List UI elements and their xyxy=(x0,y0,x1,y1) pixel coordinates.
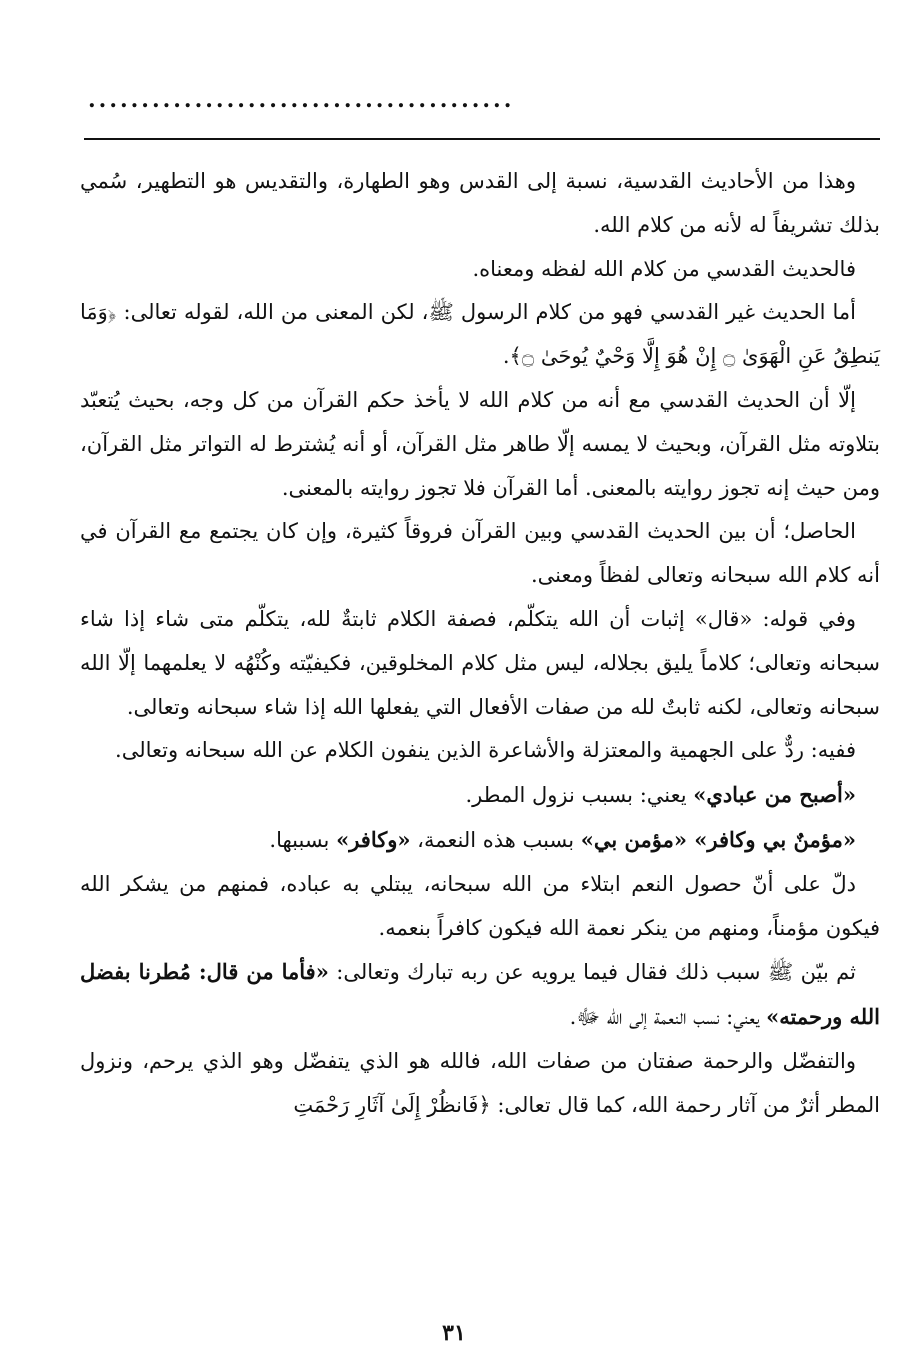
quoted-phrase: «أصبح من عبادي» xyxy=(693,782,856,808)
quoted-phrase: «فأما من قال: مُطرنا بفضل الله ورحمته» xyxy=(80,959,880,1030)
paragraph-3: أما الحديث غير القدسي فهو من كلام الرسول ﷺ، لكن المعنى من الله، لقوله تعالى: ﴿وَمَا يَنطِقُ عَنِ الْهَوَىٰ ۝ إِنْ هُوَ إِلَّا وَحْيٌ يُوحَىٰ ۝﴾. xyxy=(80,300,880,369)
body-text xyxy=(80,160,880,1128)
paragraph-4: إلّا أن الحديث القدسي مع أنه من كلام الله لا يأخذ حكم القرآن من كل وجه، بحيث يُتعبّد بتلاوته مثل القرآن، وبحيث لا يمسه إلّا طاهر مثل القرآن، أو أنه يُشترط له التواتر مثل القرآن، ومن حيث إنه تجوز روايته بالمعنى. أما القرآن فلا تجوز روايته بالمعنى. xyxy=(80,387,880,500)
paragraph-10: دلّ على أنّ حصول النعم ابتلاء من الله سبحانه، يبتلي به عباده، فمنهم من يشكر الله فيكون مؤمناً، ومنهم من ينكر نعمة الله فيكون كافراً بنعمه. xyxy=(80,871,880,940)
header-rule xyxy=(84,138,880,140)
paragraph-2: فالحديث القدسي من كلام الله لفظه ومعناه. xyxy=(472,256,856,281)
header-dotted-line: ........................................ xyxy=(88,88,515,112)
quoted-phrase: «وكافر» xyxy=(336,826,411,852)
page-number: ٣١ xyxy=(442,1320,466,1346)
paragraph-11: ثم بيّن ﷺ سبب ذلك فقال فيما يرويه عن ربه تبارك وتعالى: «فأما من قال: مُطرنا بفضل الله ورحمته» يعني: نسب النعمة إلى الله ﷻ. xyxy=(80,959,880,1030)
paragraph-12: والتفضّل والرحمة صفتان من صفات الله، فالله هو الذي يتفضّل وهو الذي يرحم، ونزول المطر أثرٌ من آثار رحمة الله، كما قال تعالى: ﴿فَانظُرْ إِلَىٰ آثَارِ رَحْمَتِ xyxy=(80,1048,880,1117)
paragraph-5: الحاصل؛ أن بين الحديث القدسي وبين القرآن فروقاً كثيرة، وإن كان يجتمع مع القرآن في أنه كلام الله سبحانه وتعالى لفظاً ومعنى. xyxy=(80,519,880,588)
paragraph-8: «أصبح من عبادي» يعني: بسبب نزول المطر. xyxy=(465,782,856,808)
paragraph-6: وفي قوله: «قال» إثبات أن الله يتكلّم، فصفة الكلام ثابتةٌ لله، يتكلّم متى شاء إذا شاء سبحانه وتعالى؛ كلاماً يليق بجلاله، ليس مثل كلام المخلوقين، فكيفيّته وكُنْهُه لا يعلمهما إلّا الله سبحانه وتعالى، لكنه ثابتٌ لله من صفات الأفعال التي يفعلها الله إذا شاء سبحانه وتعالى. xyxy=(80,606,880,719)
quoted-phrase: «مؤمنٌ بي وكافر» «مؤمن بي» xyxy=(580,826,856,852)
paragraph-1: وهذا من الأحاديث القدسية، نسبة إلى القدس وهو الطهارة، والتقديس هو التطهير، سُمي بذلك تشريفاً له لأنه من كلام الله. xyxy=(80,169,880,237)
paragraph-9: «مؤمنٌ بي وكافر» «مؤمن بي» بسبب هذه النعمة، «وكافر» بسببها. xyxy=(269,826,856,852)
paragraph-7: ففيه: ردٌّ على الجهمية والمعتزلة والأشاعرة الذين ينفون الكلام عن الله سبحانه وتعالى. xyxy=(115,738,856,763)
